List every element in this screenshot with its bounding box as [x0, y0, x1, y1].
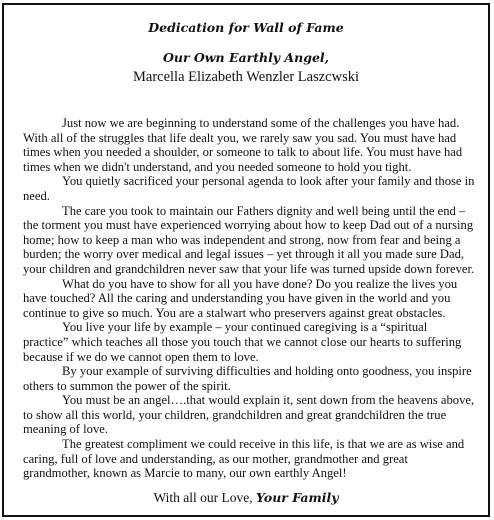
document-title: Dedication for Wall of Fame — [148, 20, 344, 35]
paragraph-3: The care you took to maintain our Fathers dignity and well being until the end – the torment you must have experienced worrying about how to keep Dad out of a nursing home; how to keep a man who was independent and strong, now from fear and being a burden; the worry over medical and legal issues – yet through it all you made sure Dad, your children and grandchildren never saw that your life was turned upside down forever. — [23, 203, 475, 276]
dedication-body — [23, 116, 475, 481]
paragraph-6: By your example of surviving difficulties and holding onto goodness, you inspire others to summon the power of the spirit. — [23, 364, 472, 393]
closing-signature: Your Family — [256, 490, 339, 505]
paragraph-1: Just now we are beginning to understand some of the challenges you have had. With all of the struggles that life dealt you, we rarely saw you sad. You must have had times when you needed a shoulder, or someone to talk to about life. You must have had times when we didn't understand, and you needed someone to hold you tight. — [23, 116, 463, 174]
paragraph-4: What do you have to show for all you have done? Do you realize the lives you have touched? All the caring and understanding you have given in the world and you continue to give so much. You are a stalwart who preservers against great obstacles. — [23, 276, 458, 320]
paragraph-2: You quietly sacrificed your personal agenda to look after your family and those in need. — [23, 174, 475, 203]
document-frame — [2, 3, 490, 517]
paragraph-5: You live your life by example – your continued caregiving is a “spiritual practice” which teaches all those you touch that we cannot close our hearts to suffering because if we do we cannot open them to love. — [23, 320, 462, 364]
closing-text: With all our Love, — [153, 490, 257, 505]
closing-line — [4, 490, 488, 506]
honoree-name: Marcella Elizabeth Wenzler Laszcwski — [132, 69, 360, 85]
document-subtitle: Our Own Earthly Angel, — [162, 50, 330, 65]
paragraph-8: The greatest compliment we could receive in this life, is that we are as wise and caring, full of love and understanding, as our mother, grandmother and great grandmother, known as Marcie to many, our own earthly Angel! — [23, 437, 465, 481]
paragraph-7: You must be an angel….that would explain it, sent down from the heavens above, to show all this world, your children, grandchildren and great grandchildren the true meaning of love. — [23, 393, 475, 437]
